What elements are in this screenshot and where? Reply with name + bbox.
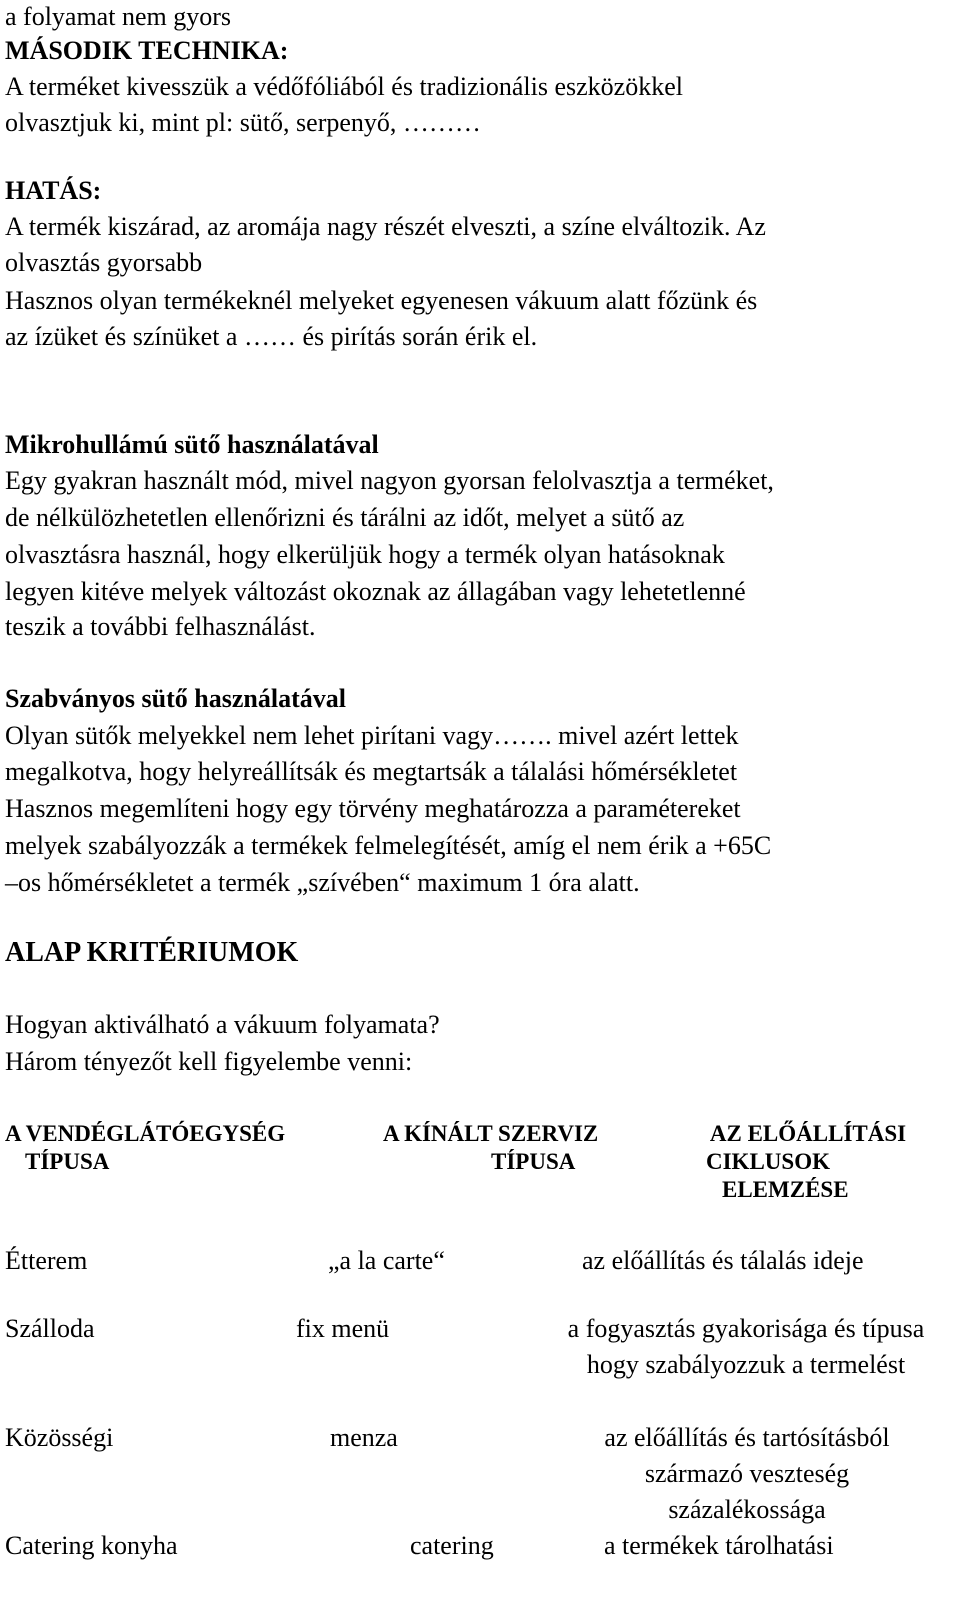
standard-oven-line: –os hőmérsékletet a termék „szívében“ maximum 1 óra alatt. (5, 868, 640, 897)
table-cell-type: Szálloda (5, 1314, 95, 1343)
table-cell-service: fix menü (296, 1314, 390, 1343)
table-cell-type: Közösségi (5, 1423, 114, 1452)
table-cell-service: catering (410, 1531, 494, 1560)
microwave-line: legyen kitéve melyek változást okoznak az állagában vagy lehetetlenné (5, 577, 746, 606)
standard-oven-line: megalkotva, hogy helyreállítsák és megtartsák a tálalási hőmérsékletet (5, 757, 738, 786)
table-header-type: A VENDÉGLÁTÓEGYSÉG TÍPUSA (5, 1121, 286, 1174)
standard-oven-line: Olyan sütők melyekkel nem lehet pirítani vagy……. mivel azért lettek (5, 721, 739, 750)
table-cell-type: Catering konyha (5, 1531, 178, 1560)
effect-line: A termék kiszárad, az aromája nagy részét elveszti, a színe elváltozik. Az (5, 212, 766, 241)
criteria-heading: ALAP KRITÉRIUMOK (5, 937, 299, 968)
microwave-line: olvasztásra használ, hogy elkerüljük hogy a termék olyan hatásoknak (5, 540, 725, 569)
microwave-line: Egy gyakran használt mód, mivel nagyon gyorsan felolvasztja a terméket, (5, 466, 774, 495)
table-cell-analysis: a fogyasztás gyakorisága és típusa hogy szabályozzuk a termelést (567, 1314, 925, 1379)
intro-line: a folyamat nem gyors (5, 2, 231, 31)
effect-line: Hasznos olyan termékeknél melyeket egyenesen vákuum alatt főzünk és (5, 286, 758, 315)
table-cell-analysis: az előállítás és tartósításból származó veszteség százalékossága (604, 1423, 890, 1524)
criteria-factors: Három tényezőt kell figyelembe venni: (5, 1047, 413, 1076)
table-cell-service: „a la carte“ (328, 1246, 445, 1275)
standard-oven-heading: Szabványos sütő használatával (5, 684, 346, 713)
table-cell-analysis: az előállítás és tálalás ideje (582, 1246, 864, 1275)
table-cell-analysis: a termékek tárolhatási (604, 1531, 834, 1560)
second-technique-line: olvasztjuk ki, mint pl: sütő, serpenyő, ……… (5, 108, 481, 137)
effect-heading: HATÁS: (5, 176, 102, 205)
table-header-service: A KÍNÁLT SZERVIZ TÍPUSA (383, 1121, 599, 1174)
standard-oven-line: Hasznos megemlíteni hogy egy törvény meghatározza a paramétereket (5, 794, 741, 823)
effect-line: az ízüket és színüket a …… és pirítás során érik el. (5, 322, 538, 351)
microwave-heading: Mikrohullámú sütő használatával (5, 430, 379, 459)
second-technique-line: A terméket kivesszük a védőfóliából és tradizionális eszközökkel (5, 72, 683, 101)
effect-line: olvasztás gyorsabb (5, 248, 203, 277)
criteria-question: Hogyan aktiválható a vákuum folyamata? (5, 1010, 440, 1039)
table-cell-type: Étterem (5, 1246, 88, 1275)
second-technique-heading: MÁSODIK TECHNIKA: (5, 36, 289, 65)
table-header-analysis: AZ ELŐÁLLÍTÁSI CIKLUSOK ELEMZÉSE (706, 1121, 907, 1202)
table-cell-service: menza (330, 1423, 398, 1452)
microwave-line: de nélkülözhetetlen ellenőrizni és tárálni az időt, melyet a sütő az (5, 503, 685, 532)
microwave-line: teszik a további felhasználást. (5, 612, 316, 641)
standard-oven-line: melyek szabályozzák a termékek felmelegítését, amíg el nem érik a +65C (5, 831, 772, 860)
